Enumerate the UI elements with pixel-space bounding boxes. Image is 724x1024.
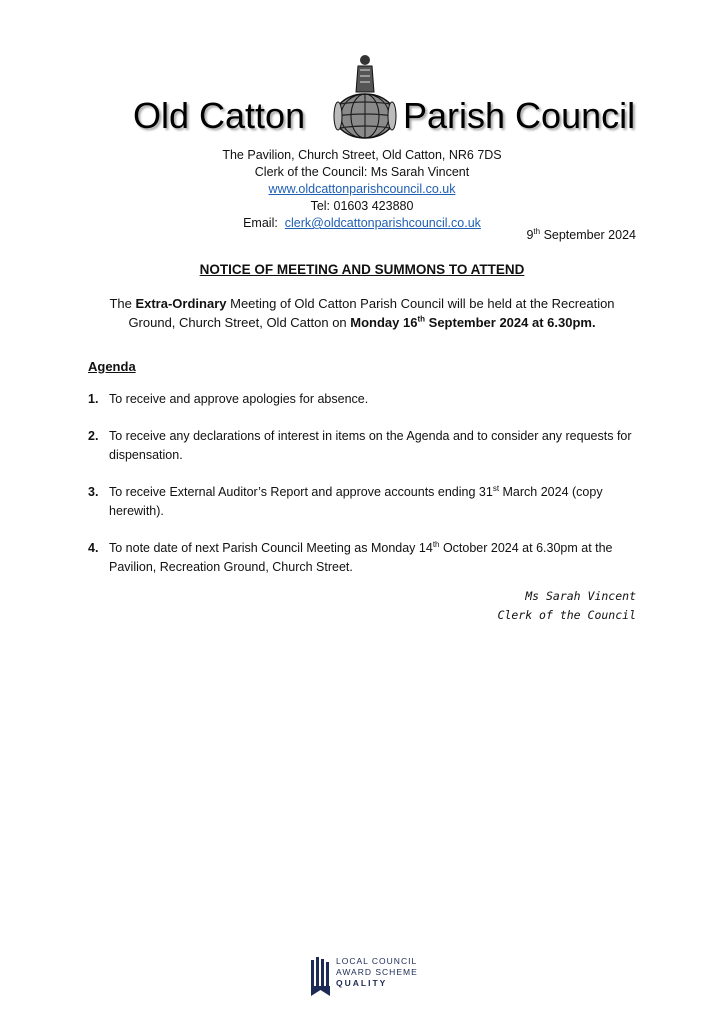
agenda-item-number: 4. bbox=[88, 541, 99, 555]
title-old-catton: Old Catton bbox=[133, 95, 306, 136]
contact-block bbox=[0, 147, 724, 232]
agenda-item-text: To receive and approve apologies for absence. bbox=[109, 392, 369, 406]
award-scheme-logo-icon bbox=[310, 956, 332, 996]
signature-role: Clerk of the Council bbox=[497, 608, 636, 622]
barrel-crest-icon bbox=[330, 52, 400, 140]
signature-name: Ms Sarah Vincent bbox=[525, 589, 636, 603]
email-link[interactable]: clerk@oldcattonparishcouncil.co.uk bbox=[284, 216, 481, 230]
letterhead bbox=[0, 52, 724, 142]
award-scheme-text: LOCAL COUNCIL AWARD SCHEME QUALITY bbox=[336, 956, 418, 988]
meeting-intro: The Extra-Ordinary Meeting of Old Catton Parish Council will be held at the Recreation Ground, Church Street, Old Catton on Monday 16th September 2024 at 6.30pm. bbox=[109, 296, 615, 330]
agenda-item-text: To receive External Auditor’s Report and approve accounts ending 31st March 2024 (copy herewith). bbox=[109, 483, 603, 518]
agenda-item-text: To receive any declarations of interest in items on the Agenda and to consider any requests for dispensation. bbox=[109, 429, 632, 462]
award-scheme-badge bbox=[310, 954, 460, 998]
clerk-line: Clerk of the Council: Ms Sarah Vincent bbox=[254, 165, 470, 179]
letter-date: 9th September 2024 bbox=[526, 226, 636, 242]
signature-block bbox=[498, 587, 636, 625]
agenda-item-text: To note date of next Parish Council Meeting as Monday 14th October 2024 at 6.30pm at the Pavilion, Recreation Ground, Church Street. bbox=[109, 539, 613, 574]
agenda-item-number: 3. bbox=[88, 485, 99, 499]
website-link[interactable]: www.oldcattonparishcouncil.co.uk bbox=[268, 182, 456, 196]
agenda-heading: Agenda bbox=[88, 359, 136, 374]
address-line: The Pavilion, Church Street, Old Catton, NR6 7DS bbox=[222, 148, 502, 162]
notice-heading: NOTICE OF MEETING AND SUMMONS TO ATTEND bbox=[199, 262, 525, 277]
agenda-item-number: 2. bbox=[88, 429, 99, 443]
agenda-item-number: 1. bbox=[88, 392, 99, 406]
email-label: Email: bbox=[243, 216, 278, 230]
telephone-line: Tel: 01603 423880 bbox=[310, 199, 414, 213]
title-parish-council: Parish Council bbox=[403, 95, 636, 136]
